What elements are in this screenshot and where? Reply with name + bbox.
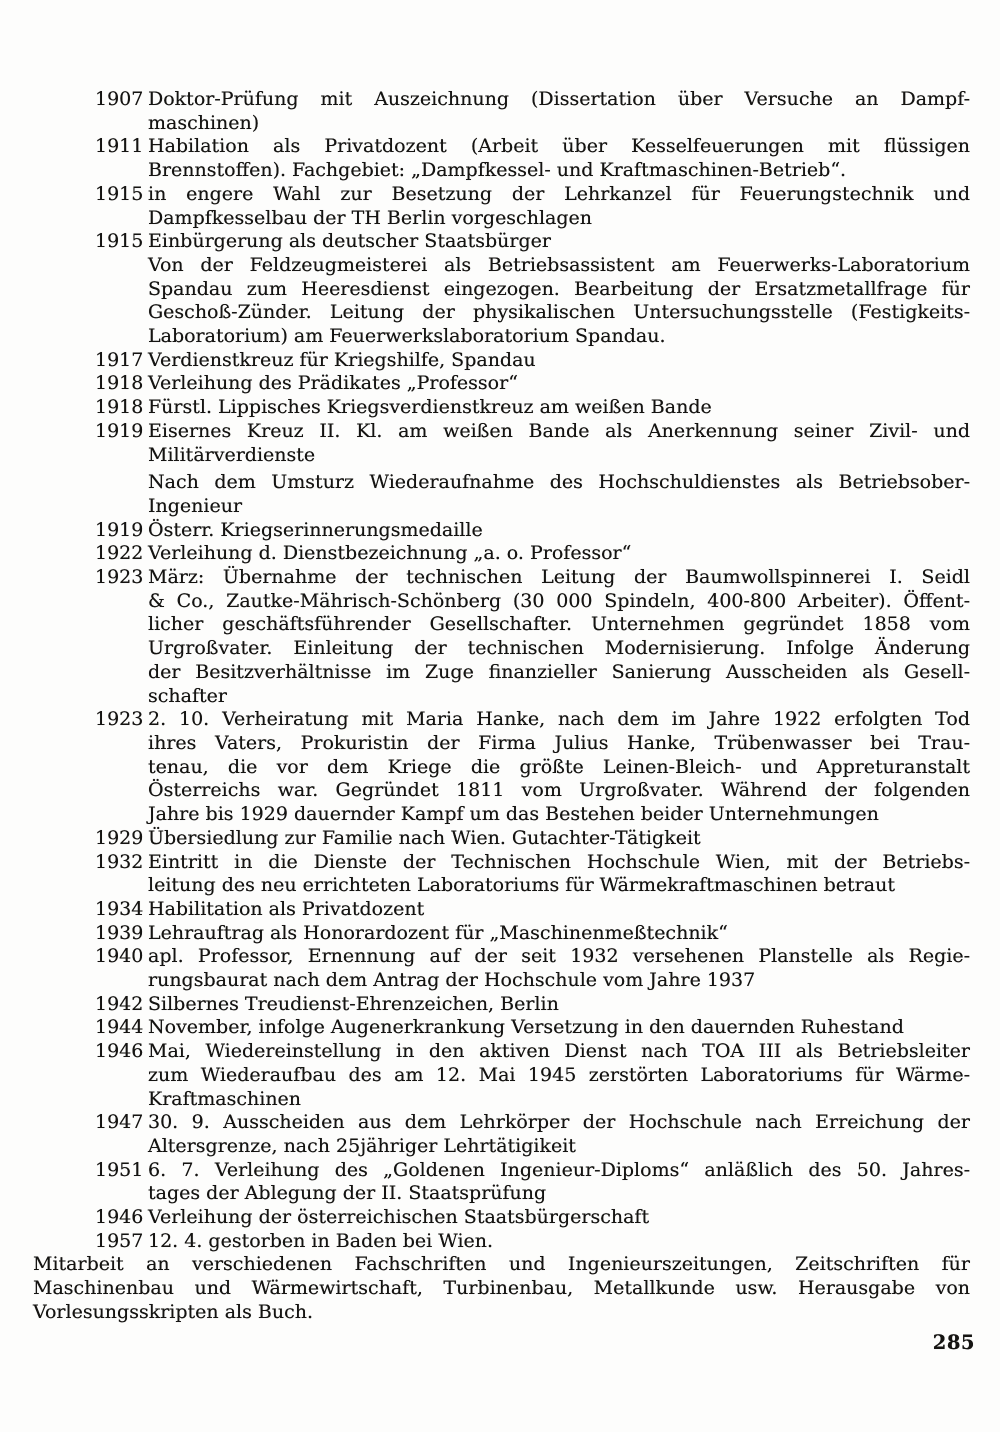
entry-line: Militärverdienste bbox=[148, 443, 316, 466]
entry-line: Altersgrenze, nach 25jähriger Lehrtätigikeit bbox=[148, 1134, 576, 1157]
entry-line: Geschoß-Zünder. Leitung der physikalischen Untersuchungsstelle (Festigkeits- bbox=[148, 301, 970, 324]
entry-line: 12. 4. gestorben in Baden bei Wien. bbox=[148, 1229, 494, 1252]
entry-text bbox=[148, 519, 970, 543]
entry-line: November, infolge Augenerkrankung Versetzung in den dauernden Ruhestand bbox=[148, 1016, 904, 1039]
timeline-entry bbox=[33, 708, 970, 827]
entry-text bbox=[148, 88, 970, 135]
entry-line: Verdienstkreuz für Kriegshilfe, Spandau bbox=[148, 348, 536, 371]
entry-line: 6. 7. Verleihung des „Goldenen Ingenieur-Diploms“ anläßlich des 50. Jahres- bbox=[148, 1158, 970, 1181]
timeline-entry bbox=[33, 922, 970, 946]
entry-year: 1944 bbox=[95, 1016, 144, 1039]
entry-line: Dampfkesselbau der TH Berlin vorgeschlagen bbox=[148, 206, 592, 229]
entry-text bbox=[148, 922, 970, 946]
entry-line: Verleihung d. Dienstbezeichnung „a. o. Professor“ bbox=[148, 542, 632, 565]
entry-year bbox=[95, 254, 148, 349]
entry-line: zum Wiederaufbau des am 12. Mai 1945 zerstörten Laboratoriums für Wärme- bbox=[148, 1063, 970, 1086]
entry-year: 1915 bbox=[95, 182, 144, 205]
entry-text bbox=[148, 471, 970, 518]
entry-text bbox=[148, 135, 970, 182]
timeline-entry bbox=[33, 542, 970, 566]
timeline-entry bbox=[33, 230, 970, 254]
closing-paragraph bbox=[33, 1253, 970, 1324]
entry-year: 1932 bbox=[95, 850, 144, 873]
entry-line: Verleihung des Prädikates „Professor“ bbox=[148, 372, 518, 395]
entry-line: tenau, die vor dem Kriege die größte Leinen-Bleich- und Appreturanstalt bbox=[148, 755, 970, 778]
entry-line: Einbürgerung als deutscher Staatsbürger bbox=[148, 230, 551, 253]
entry-line: Österreichs war. Gegründet 1811 vom Urgroßvater. Während der folgenden bbox=[148, 779, 970, 802]
timeline-entry bbox=[33, 396, 970, 420]
entry-text bbox=[148, 372, 970, 396]
entry-text bbox=[148, 396, 970, 420]
entry-year: 1951 bbox=[95, 1158, 144, 1181]
entry-year: 1942 bbox=[95, 992, 144, 1015]
entry-text bbox=[148, 542, 970, 566]
timeline-entry bbox=[33, 898, 970, 922]
timeline-entry bbox=[33, 88, 970, 135]
entry-text bbox=[148, 827, 970, 851]
entry-line: März: Übernahme der technischen Leitung der Baumwollspinnerei I. Seidl bbox=[148, 566, 970, 589]
timeline-entry bbox=[33, 1159, 970, 1206]
timeline-entry bbox=[33, 1016, 970, 1040]
timeline-entry bbox=[33, 945, 970, 992]
entry-text bbox=[148, 1206, 970, 1230]
entry-text bbox=[148, 183, 970, 230]
entry-text bbox=[148, 708, 970, 827]
timeline-entry bbox=[33, 372, 970, 396]
entry-text bbox=[148, 993, 970, 1017]
timeline-entry bbox=[33, 1206, 970, 1230]
entry-line: Verleihung der österreichischen Staatsbürgerschaft bbox=[148, 1206, 650, 1229]
entry-line: Mai, Wiedereinstellung in den aktiven Dienst nach TOA III als Betriebsleiter bbox=[148, 1040, 970, 1063]
entry-line: licher geschäftsführender Gesellschafter. Unternehmen gegründet 1858 vom bbox=[148, 613, 970, 636]
entry-text bbox=[148, 1230, 970, 1254]
entry-text bbox=[148, 945, 970, 992]
entry-text bbox=[148, 230, 970, 254]
entry-line: Eintritt in die Dienste der Technischen Hochschule Wien, mit der Betriebs- bbox=[148, 850, 970, 873]
entry-line: Doktor-Prüfung mit Auszeichnung (Dissertation über Versuche an Dampf- bbox=[148, 88, 970, 110]
entry-line: der Besitzverhältnisse im Zuge finanzieller Sanierung Ausscheiden als Gesell- bbox=[148, 660, 970, 683]
entry-line: Brennstoffen). Fachgebiet: „Dampfkessel- und Kraftmaschinen-Betrieb“. bbox=[148, 159, 847, 182]
entry-line: Kraftmaschinen bbox=[148, 1087, 302, 1110]
entry-line: Jahre bis 1929 dauernder Kampf um das Bestehen beider Unternehmungen bbox=[148, 803, 879, 826]
entry-text bbox=[148, 851, 970, 898]
entry-line: rungsbaurat nach dem Antrag der Hochschule vom Jahre 1937 bbox=[148, 969, 756, 992]
timeline-entry bbox=[33, 1040, 970, 1111]
entry-line: Lehrauftrag als Honorardozent für „Maschinenmeßtechnik“ bbox=[148, 921, 728, 944]
entry-text bbox=[148, 566, 970, 708]
entry-text bbox=[148, 898, 970, 922]
entry-text bbox=[148, 420, 970, 467]
paragraph-line: Mitarbeit an verschiedenen Fachschriften und Ingenieurszeitungen, Zeitschriften für bbox=[33, 1253, 970, 1276]
entry-line: Eisernes Kreuz II. Kl. am weißen Bande als Anerkennung seiner Zivil- und bbox=[148, 419, 970, 442]
entry-line: Laboratorium) am Feuerwerkslaboratorium Spandau. bbox=[148, 325, 666, 348]
entry-text bbox=[148, 1016, 970, 1040]
entry-text bbox=[148, 254, 970, 349]
timeline-entry bbox=[33, 420, 970, 467]
entry-year: 1939 bbox=[95, 921, 144, 944]
entry-line: Habilitation als Privatdozent bbox=[148, 897, 425, 920]
entry-line: & Co., Zautke-Mährisch-Schönberg (30 000 Spindeln, 400-800 Arbeiter). Öffent- bbox=[148, 589, 970, 612]
entry-year: 1918 bbox=[95, 372, 144, 395]
entry-year: 1957 bbox=[95, 1229, 144, 1252]
entry-line: ihres Vaters, Prokuristin der Firma Julius Hanke, Trübenwasser bei Trau- bbox=[148, 731, 970, 754]
entry-year: 1918 bbox=[95, 396, 144, 419]
timeline-entry bbox=[33, 1230, 970, 1254]
entry-line: Silbernes Treudienst-Ehrenzeichen, Berlin bbox=[148, 992, 559, 1015]
timeline-entry bbox=[33, 827, 970, 851]
timeline-entry bbox=[33, 993, 970, 1017]
entry-year: 1919 bbox=[95, 518, 144, 541]
entry-year: 1915 bbox=[95, 230, 144, 253]
entry-line: Ingenieur bbox=[148, 494, 243, 517]
timeline-entry bbox=[33, 135, 970, 182]
entry-year: 1917 bbox=[95, 348, 144, 371]
entry-line: in engere Wahl zur Besetzung der Lehrkanzel für Feuerungstechnik und bbox=[148, 182, 970, 205]
entry-line: Habilation als Privatdozent (Arbeit über Kesselfeuerungen mit flüssigen bbox=[148, 135, 970, 158]
entry-year: 1911 bbox=[95, 135, 144, 158]
entry-line: Von der Feldzeugmeisterei als Betriebsassistent am Feuerwerks-Laboratorium bbox=[148, 253, 970, 276]
entry-line: Urgroßvater. Einleitung der technischen Modernisierung. Infolge Änderung bbox=[148, 637, 970, 660]
timeline-entry bbox=[33, 566, 970, 708]
paragraph-line: Vorlesungsskripten als Buch. bbox=[33, 1300, 314, 1323]
entry-year: 1907 bbox=[95, 88, 144, 110]
paragraph-line: Maschinenbau und Wärmewirtschaft, Turbinenbau, Metallkunde usw. Herausgabe von bbox=[33, 1277, 970, 1300]
timeline-entry bbox=[33, 519, 970, 543]
entry-line: schafter bbox=[148, 684, 227, 707]
timeline-entry bbox=[33, 1111, 970, 1158]
entry-line: 30. 9. Ausscheiden aus dem Lehrkörper der Hochschule nach Erreichung der bbox=[148, 1111, 970, 1134]
entry-line: Österr. Kriegserinnerungsmedaille bbox=[148, 518, 483, 541]
entry-line: maschinen) bbox=[148, 111, 260, 134]
timeline-entry bbox=[33, 471, 970, 518]
page-number: 285 bbox=[932, 1331, 975, 1354]
entry-year: 1922 bbox=[95, 542, 144, 565]
entry-line: Nach dem Umsturz Wiederaufnahme des Hochschuldienstes als Betriebsober- bbox=[148, 471, 970, 494]
entry-line: leitung des neu errichteten Laboratoriums für Wärmekraftmaschinen betraut bbox=[148, 874, 895, 897]
entry-text bbox=[148, 1040, 970, 1111]
entry-year: 1919 bbox=[95, 419, 144, 442]
entry-text bbox=[148, 349, 970, 373]
entry-text bbox=[148, 1159, 970, 1206]
entry-line: Übersiedlung zur Familie nach Wien. Gutachter-Tätigkeit bbox=[148, 826, 701, 849]
entry-line: Spandau zum Heeresdienst eingezogen. Bearbeitung der Ersatzmetallfrage für bbox=[148, 277, 970, 300]
entry-line: tages der Ablegung der II. Staatsprüfung bbox=[148, 1182, 547, 1205]
timeline-list bbox=[33, 88, 970, 1253]
entry-year: 1929 bbox=[95, 826, 144, 849]
timeline-entry bbox=[33, 254, 970, 349]
entry-year: 1946 bbox=[95, 1206, 144, 1229]
entry-year: 1923 bbox=[95, 708, 144, 731]
entry-year: 1946 bbox=[95, 1040, 144, 1063]
entry-year bbox=[95, 471, 148, 518]
entry-line: 2. 10. Verheiratung mit Maria Hanke, nach dem im Jahre 1922 erfolgten Tod bbox=[148, 708, 970, 731]
entry-text bbox=[148, 1111, 970, 1158]
entry-line: apl. Professor, Ernennung auf der seit 1932 versehenen Planstelle als Regie- bbox=[148, 945, 970, 968]
timeline-entry bbox=[33, 349, 970, 373]
entry-year: 1940 bbox=[95, 945, 144, 968]
timeline-entry bbox=[33, 851, 970, 898]
entry-year: 1923 bbox=[95, 566, 144, 589]
entry-year: 1934 bbox=[95, 897, 144, 920]
timeline-entry bbox=[33, 183, 970, 230]
entry-line: Fürstl. Lippisches Kriegsverdienstkreuz am weißen Bande bbox=[148, 396, 712, 419]
entry-year: 1947 bbox=[95, 1111, 144, 1134]
